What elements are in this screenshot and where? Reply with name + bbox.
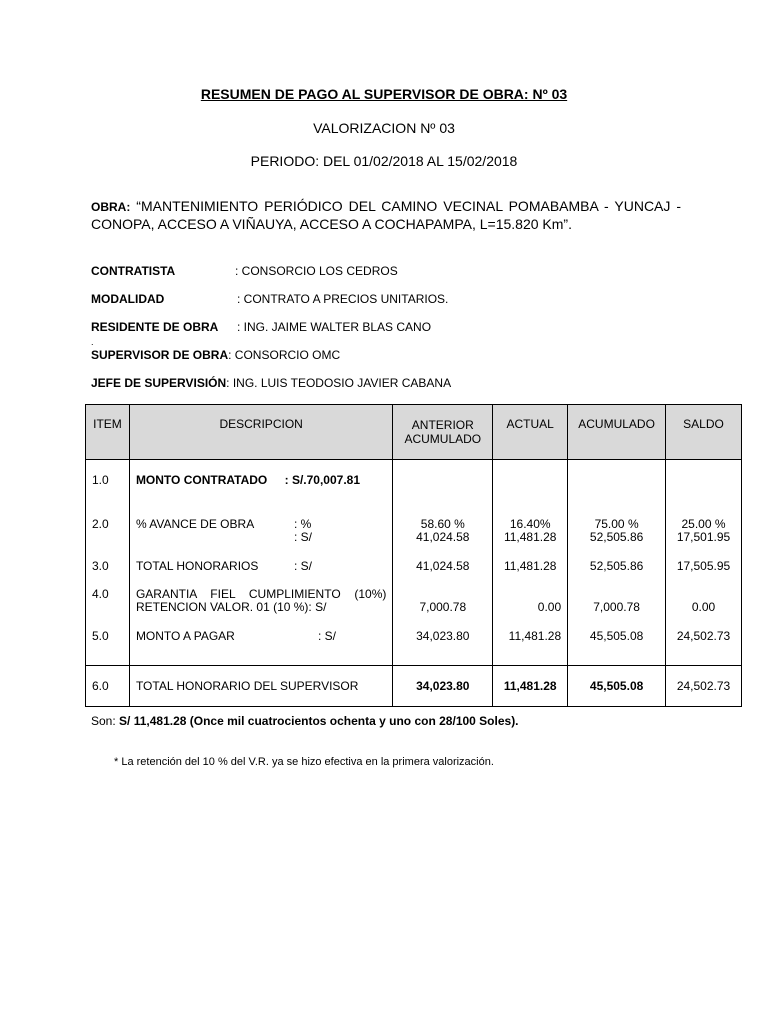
cell-pct: 16.40%	[509, 517, 551, 531]
cell-pct: 75.00 %	[594, 517, 639, 531]
cell-empty	[568, 460, 666, 519]
header-saldo: SALDO	[666, 405, 742, 460]
cell-desc-text: TOTAL HONORARIOS	[135, 559, 259, 573]
cell-desc: TOTAL HONORARIO DEL SUPERVISOR	[129, 666, 392, 707]
header-descripcion: DESCRIPCION	[129, 405, 392, 460]
valorizacion-subtitle: VALORIZACION Nº 03	[313, 120, 455, 136]
cell-item: 5.0	[86, 630, 130, 643]
cell-unit: : S/	[293, 530, 312, 544]
cell-saldo	[666, 518, 742, 560]
cell-desc-text: MONTO A PAGAR	[135, 629, 235, 643]
cell-unit: : S/	[293, 559, 312, 573]
cell-unit: : %	[293, 517, 312, 531]
residente-label: RESIDENTE DE OBRA	[91, 320, 219, 334]
table-row	[86, 630, 742, 643]
amount-in-words	[91, 714, 519, 728]
cell-acumulado: 52,505.86	[568, 560, 666, 588]
obra-label: OBRA:	[91, 200, 131, 214]
table-row	[86, 460, 742, 519]
cell-val: 52,505.86	[589, 530, 644, 544]
header-item: ITEM	[86, 405, 130, 460]
header-anterior	[393, 405, 493, 460]
cell-actual	[493, 518, 568, 560]
page-title: RESUMEN DE PAGO AL SUPERVISOR DE OBRA: Nº 03	[200, 86, 568, 102]
modalidad-field	[91, 292, 448, 306]
modalidad-label: MODALIDAD	[91, 292, 165, 306]
son-text: S/ 11,481.28 (Once mil cuatrocientos ochenta y uno con 28/100 Soles).	[119, 714, 519, 728]
cell-val: 41,024.58	[416, 530, 470, 544]
cell-anterior: 34,023.80	[393, 666, 493, 707]
cell-anterior: 41,024.58	[393, 560, 493, 588]
residente-value: : ING. JAIME WALTER BLAS CANO	[237, 320, 432, 334]
cell-actual	[493, 588, 568, 630]
residente-field	[91, 320, 431, 334]
header-actual: ACTUAL	[493, 405, 568, 460]
cell-unit: : S/	[317, 629, 336, 643]
cell-anterior: 34,023.80	[393, 630, 493, 643]
cell-actual: 11,481.28	[493, 560, 568, 588]
cell-anterior	[393, 518, 493, 560]
periodo-subtitle: PERIODO: DEL 01/02/2018 AL 15/02/2018	[250, 153, 518, 169]
cell-saldo: 24,502.73	[666, 666, 742, 707]
stray-dot: .	[91, 337, 94, 347]
cell-acumulado: 45,505.08	[568, 666, 666, 707]
cell-empty	[666, 460, 742, 519]
cell-desc	[129, 588, 392, 630]
cell-item: 6.0	[86, 666, 130, 707]
cell-actual: 11,481.28	[493, 630, 568, 643]
jefe-label: JEFE DE SUPERVISIÓN	[91, 376, 227, 390]
cell-val: 11,481.28	[503, 530, 557, 544]
footnote: * La retención del 10 % del V.R. ya se hizo efectiva en la primera valorización.	[114, 756, 494, 768]
header-acumulado: ACUMULADO	[568, 405, 666, 460]
payment-table	[85, 404, 742, 707]
contratista-field	[91, 264, 398, 278]
cell-acumulado: 45,505.08	[568, 630, 666, 643]
contratista-label: CONTRATISTA	[91, 264, 176, 278]
son-label: Son:	[91, 714, 116, 728]
cell-acumulado	[568, 588, 666, 630]
cell-item: 1.0	[86, 460, 130, 519]
table-header-row	[86, 405, 742, 460]
header-anterior-line2: ACUMULADO	[404, 432, 482, 446]
cell-pct: 25.00 %	[681, 517, 726, 531]
cell-desc	[129, 518, 392, 560]
cell-desc-text: % AVANCE DE OBRA	[135, 517, 255, 531]
cell-desc-text: RETENCION VALOR. 01 (10 %): S/	[135, 600, 327, 614]
cell-desc-text: GARANTIA FIEL CUMPLIMIENTO (10%)	[135, 587, 387, 601]
cell-val: 7,000.78	[419, 600, 467, 614]
cell-actual: 11,481.28	[493, 666, 568, 707]
obra-text: “MANTENIMIENTO PERIÓDICO DEL CAMINO VECINAL POMABAMBA - YUNCAJ - CONOPA, ACCESO A VIÑAUYA, ACCESO A COCHAPAMPA, L=15.820 Km”.	[91, 198, 682, 232]
cell-item: 3.0	[86, 560, 130, 588]
cell-desc-text: MONTO CONTRATADO	[135, 473, 268, 487]
supervisor-label: SUPERVISOR DE OBRA	[91, 348, 229, 362]
cell-val: 17,501.95	[676, 530, 731, 544]
cell-desc	[129, 560, 392, 588]
cell-val: 0.00	[691, 600, 716, 614]
cell-desc-value: : S/.70,007.81	[284, 473, 360, 487]
cell-item: 2.0	[86, 518, 130, 560]
obra-description	[91, 198, 681, 233]
cell-saldo	[666, 588, 742, 630]
jefe-field	[91, 376, 451, 390]
modalidad-value: : CONTRATO A PRECIOS UNITARIOS.	[237, 292, 449, 306]
cell-saldo: 24,502.73	[666, 630, 742, 643]
supervisor-value: : CONSORCIO OMC	[228, 348, 341, 362]
cell-val: 0.00	[537, 600, 562, 614]
contratista-value: : CONSORCIO LOS CEDROS	[235, 264, 398, 278]
table-row-total	[86, 666, 742, 707]
cell-desc	[129, 460, 392, 519]
table-row	[86, 560, 742, 588]
table-row	[86, 518, 742, 560]
cell-anterior	[393, 588, 493, 630]
header-anterior-line1: ANTERIOR	[411, 418, 474, 432]
table-row	[86, 588, 742, 630]
cell-pct: 58.60 %	[420, 517, 465, 531]
supervisor-field	[91, 348, 340, 362]
cell-item: 4.0	[86, 588, 130, 630]
jefe-value: : ING. LUIS TEODOSIO JAVIER CABANA	[226, 376, 452, 390]
cell-val: 7,000.78	[593, 600, 640, 614]
cell-empty	[493, 460, 568, 519]
table-spacer-row	[86, 643, 742, 666]
cell-saldo: 17,505.95	[666, 560, 742, 588]
cell-empty	[393, 460, 493, 519]
cell-acumulado	[568, 518, 666, 560]
cell-desc	[129, 630, 392, 643]
